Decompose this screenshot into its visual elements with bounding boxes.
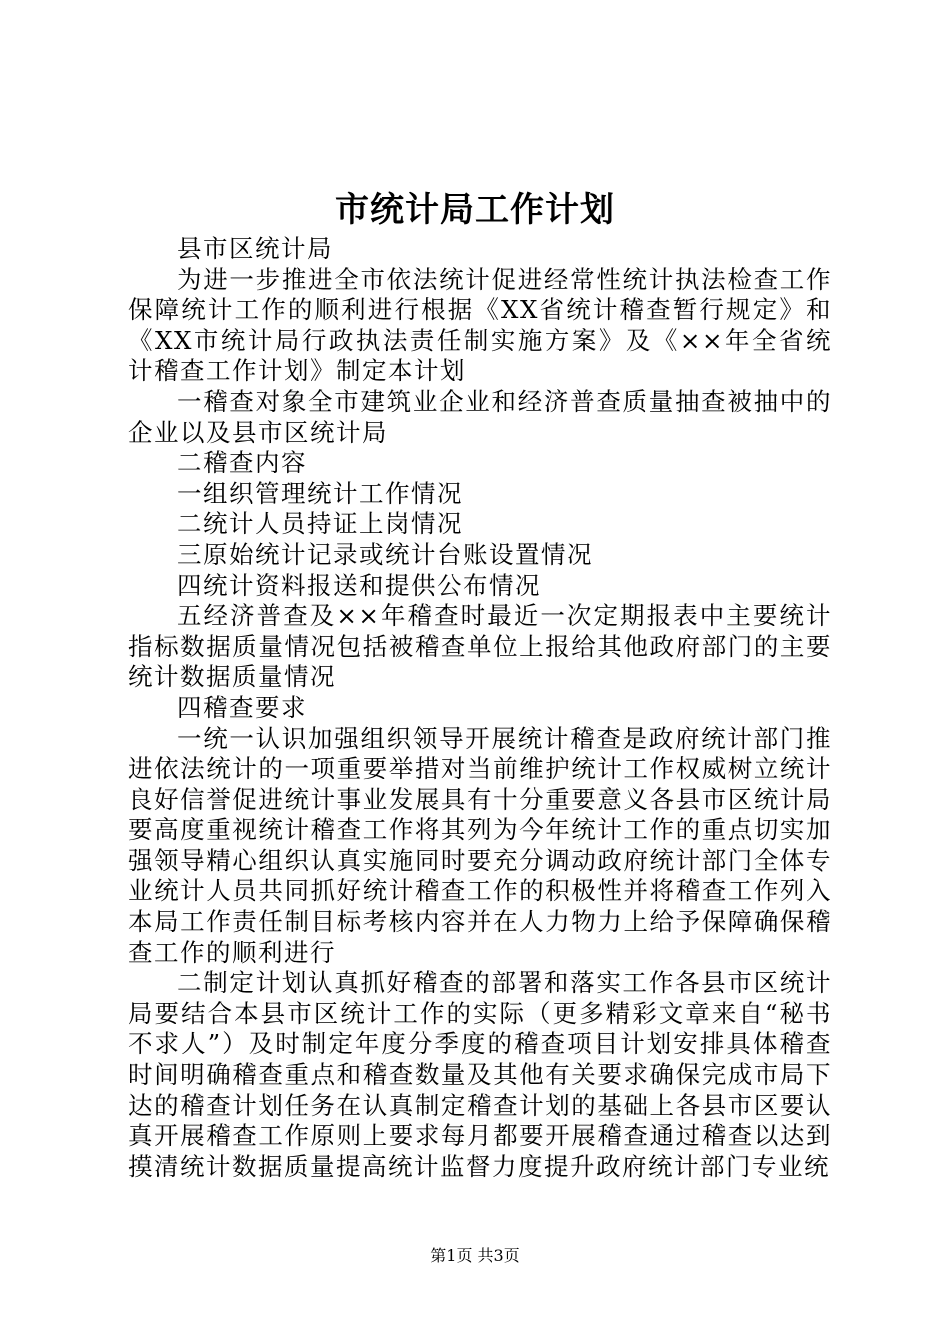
paragraph-item-5: 五经济普查及××年稽查时最近一次定期报表中主要统计指标数据质量情况包括被稽查单位上报给其他政府部门的主要统计数据质量情况 <box>128 601 832 692</box>
paragraph-requirement-1: 一统一认识加强组织领导开展统计稽查是政府统计部门推进依法统计的一项重要举措对当前维护统计工作权威树立统计良好信誉促进统计事业发展具有十分重要意义各县市区统计局要高度重视统计稽查工作将其列为今年统计工作的重点切实加强领导精心组织认真实施同时要充分调动政府统计部门全体专业统计人员共同抓好统计稽查工作的积极性并将稽查工作列入本局工作责任制目标考核内容并在人力物力上给予保障确保稽查工作的顺利进行 <box>128 723 832 967</box>
paragraph-section-4-heading: 四稽查要求 <box>177 692 307 722</box>
paragraph-section-1: 一稽查对象全市建筑业企业和经济普查质量抽查被抽中的企业以及县市区统计局 <box>128 386 832 447</box>
paragraph-item-2: 二统计人员持证上岗情况 <box>177 509 463 539</box>
document-body <box>128 234 832 1182</box>
paragraph-requirement-2: 二制定计划认真抓好稽查的部署和落实工作各县市区统计局要结合本县市区统计工作的实际（更多精彩文章来自“秘书不求人”）及时制定年度分季度的稽查项目计划安排具体稽查时间明确稽查重点和稽查数量及其他有关要求确保完成市局下达的稽查计划任务在认真制定稽查计划的基础上各县市区要认真开展稽查工作原则上要求每月都要开展稽查通过稽查以达到摸清统计数据质量提高统计监督力度提升政府统计部门专业统 <box>128 968 832 1181</box>
paragraph-item-1: 一组织管理统计工作情况 <box>177 478 463 508</box>
paragraph-item-4: 四统计资料报送和提供公布情况 <box>177 570 541 600</box>
paragraph-item-3: 三原始统计记录或统计台账设置情况 <box>177 539 593 569</box>
paragraph-recipient: 县市区统计局 <box>177 234 333 263</box>
page-footer: 第1页 共3页 <box>430 1246 520 1265</box>
paragraph-intro: 为进一步推进全市依法统计促进经常性统计执法检查工作保障统计工作的顺利进行根据《XX省统计稽查暂行规定》和《XX市统计局行政执法责任制实施方案》及《××年全省统计稽查工作计划》制定本计划 <box>128 264 832 386</box>
paragraph-section-2-heading: 二稽查内容 <box>177 448 307 478</box>
document-title: 市统计局工作计划 <box>335 190 615 230</box>
